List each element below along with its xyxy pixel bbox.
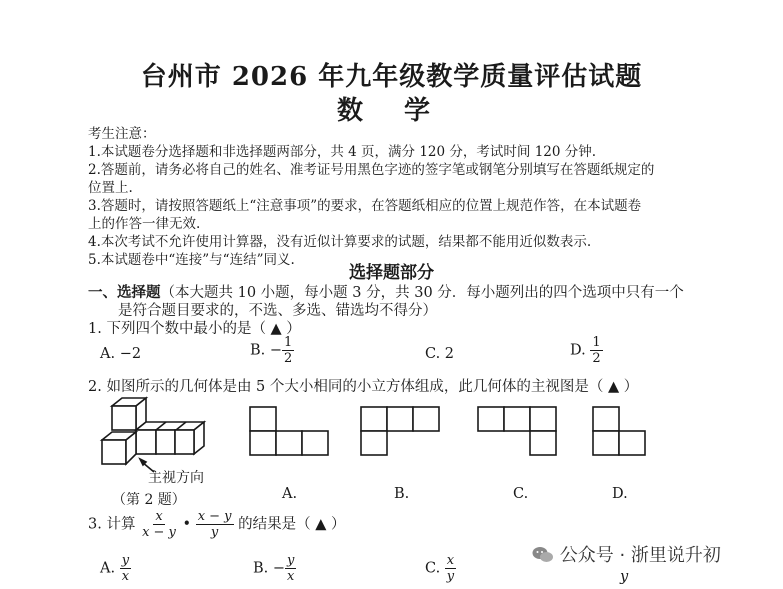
notice-item: 5.本试题卷中“连接”与“连结”同义. [88, 252, 295, 268]
q3-option-a [100, 553, 131, 584]
q2-solid-figure [96, 396, 206, 476]
view-square [619, 431, 645, 455]
view-square [593, 431, 619, 455]
numerator: y [121, 553, 130, 568]
q2-view-a [250, 407, 330, 459]
view-square [413, 407, 439, 431]
q2-figure-caption: （第 2 题） [112, 492, 186, 508]
view-square [302, 431, 328, 455]
denominator: y [446, 569, 455, 584]
notice-item: 3.答题时，请按照答题纸上“注意事项”的要求，在答题纸相应的位置上规范作答，在本试题卷 [88, 198, 642, 214]
section-title: 选择题部分 [349, 263, 434, 283]
q2-direction-label: 主视方向 [148, 470, 204, 486]
q1-option-d-label: D. [570, 342, 591, 359]
view-square [530, 431, 556, 455]
q2-view-c [478, 407, 558, 459]
view-square [530, 407, 556, 431]
q1-option-a: A. −2 [100, 346, 142, 362]
q3-option-b-label: B. − [253, 560, 286, 577]
q2-option-a: A. [282, 486, 298, 502]
view-square [361, 407, 387, 431]
cube-face [156, 430, 175, 454]
q1-option-b-label: B. − [250, 342, 283, 359]
q2-stem: 2. 如图所示的几何体是由 5 个大小相同的小立方体组成，此几何体的主视图是（ ▲ ） [88, 379, 639, 395]
q3-option-b-fraction [285, 553, 296, 584]
cube-face [175, 430, 194, 454]
notice-item: 上的作答一律无效. [88, 216, 201, 232]
part-label: 一、选择题 [88, 284, 161, 301]
cube-face [102, 440, 126, 464]
q3-option-a-fraction [120, 553, 131, 584]
q2-option-c: C. [513, 486, 529, 502]
view-square [478, 407, 504, 431]
numerator: 1 [592, 335, 601, 350]
q1-option-b-fraction [282, 335, 294, 366]
watermark [532, 541, 721, 567]
q2-option-b: B. [394, 486, 410, 502]
q3-fraction-1 [140, 509, 178, 540]
part-desc-cont: 是符合题目要求的，不选、多选、错选均不得分） [118, 303, 437, 319]
numerator: x − y [197, 509, 232, 524]
wechat-icon [532, 546, 554, 564]
q1-option-b [250, 335, 294, 366]
exam-title: 台州市 2026 年九年级教学质量评估试题 [140, 62, 643, 92]
q3-stem-prefix: 3. 计算 [88, 516, 136, 533]
q3-option-c-label: C. [425, 560, 445, 577]
view-square [250, 431, 276, 455]
q2-view-d [593, 407, 649, 459]
view-square [387, 407, 413, 431]
denominator: x − y [142, 525, 176, 540]
notice-item: 4.本次考试不允许使用计算器，没有近似计算要求的试题，结果都不能用近似数表示. [88, 234, 592, 250]
denominator: 2 [592, 351, 601, 366]
view-square [593, 407, 619, 431]
q2-view-b [361, 407, 441, 459]
watermark-text: 公众号 · 浙里说升初 [559, 545, 721, 566]
numerator: 1 [284, 335, 293, 350]
part-desc: （本大题共 10 小题，每小题 3 分，共 30 分．每小题列出的四个选项中只有一个 [160, 285, 684, 301]
cube-face [136, 430, 156, 454]
view-square [361, 431, 387, 455]
notice-item: 位置上. [88, 180, 133, 196]
denominator: x [287, 569, 295, 584]
denominator: x [121, 569, 130, 584]
q3-stem-suffix: 的结果是（ ▲ ） [238, 516, 346, 533]
q3-option-b [253, 553, 296, 584]
q2-option-d: D. [612, 486, 628, 502]
q1-stem: 1. 下列四个数中最小的是（ ▲ ） [88, 321, 301, 337]
view-square [250, 407, 276, 431]
view-square [276, 431, 302, 455]
q1-option-d-fraction [590, 335, 602, 366]
notice-item: 2.答题前，请务必将自己的姓名、准考证号用黑色字迹的签字笔或钢笔分别填写在答题纸规定的 [88, 162, 655, 178]
denominator: y [210, 525, 219, 540]
numerator: y [287, 553, 295, 568]
q3-option-a-label: A. [100, 560, 120, 577]
q3-option-d-partial: y [620, 569, 629, 585]
exam-subject: 数 学 [336, 96, 447, 126]
cube-face [136, 422, 204, 430]
numerator: x [155, 509, 163, 524]
q1-option-d [570, 335, 603, 366]
q3-fraction-2 [196, 509, 234, 540]
denominator: 2 [284, 351, 293, 366]
view-square [504, 407, 530, 431]
q1-option-c: C. 2 [425, 346, 455, 362]
cube-face [112, 406, 136, 430]
notice-heading: 考生注意： [88, 126, 156, 142]
notice-item: 1.本试题卷分选择题和非选择题两部分，共 4 页，满分 120 分，考试时间 120 分钟. [88, 144, 597, 160]
q3-option-c [425, 553, 456, 584]
q3-option-c-fraction [445, 553, 456, 584]
q3-multiply-dot: • [182, 516, 192, 533]
q3-stem [88, 509, 346, 540]
numerator: x [446, 553, 455, 568]
